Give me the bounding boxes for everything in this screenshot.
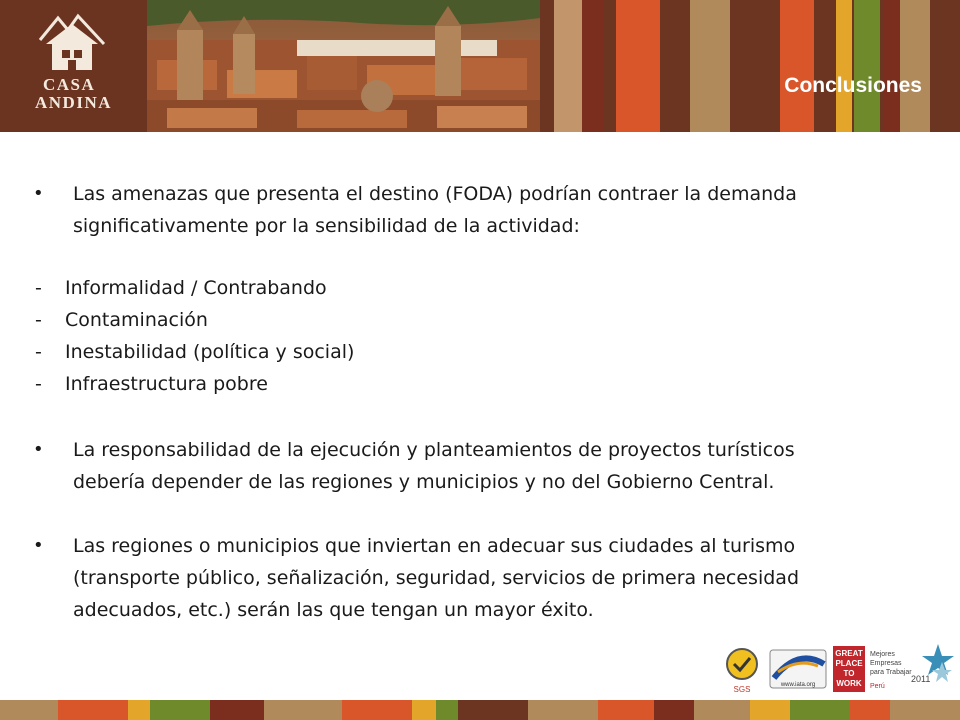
dash-marker: -	[35, 277, 42, 299]
sgs-label: SGS	[733, 685, 751, 694]
bullet-regions	[33, 530, 903, 626]
cusco-city-photo	[147, 0, 540, 132]
gptw-country: Perú	[870, 683, 885, 690]
bullet-line: Las regiones o municipios que inviertan en adecuar sus ciudades al turismo	[73, 535, 796, 557]
dash-item-inestabilidad	[35, 336, 354, 368]
certification-badges	[720, 642, 955, 698]
footer-color-stripes	[0, 700, 960, 720]
bullet-responsibility	[33, 434, 903, 498]
sgs-badge-icon	[727, 649, 757, 694]
gptw-text-2: Empresas	[870, 660, 902, 667]
bullet-line: debería depender de las regiones y municipios y no del Gobierno Central.	[73, 471, 775, 493]
gptw-line-2: PLACE	[835, 659, 863, 668]
gptw-line-1: GREAT	[835, 649, 863, 658]
header-banner	[0, 0, 960, 132]
bullet-marker: •	[33, 183, 44, 204]
bullet-marker: •	[33, 439, 44, 460]
dash-marker: -	[35, 309, 42, 331]
badges-row	[720, 642, 955, 698]
dash-item-informalidad	[35, 272, 327, 304]
dash-item-label: Informalidad / Contrabando	[65, 277, 327, 299]
great-place-to-work-badge	[833, 646, 930, 692]
bullet-line: adecuados, etc.) serán las que tengan un mayor éxito.	[73, 599, 594, 621]
bullet-threats	[33, 178, 903, 242]
iata-label: www.iata.org	[780, 682, 816, 688]
logo-line-casa: CASA	[43, 75, 96, 94]
dash-item-infraestructura	[35, 368, 268, 400]
section-title: Conclusiones	[784, 74, 922, 97]
dash-marker: -	[35, 373, 42, 395]
house-mountain-icon	[38, 10, 106, 74]
bullet-line: Las amenazas que presenta el destino (FODA) podrían contraer la demanda	[73, 183, 797, 205]
gptw-year: 2011	[911, 674, 931, 684]
dash-item-label: Contaminación	[65, 309, 208, 331]
gptw-text-1: Mejores	[870, 651, 895, 658]
header-color-stripes	[540, 0, 960, 132]
bullet-line: significativamente por la sensibilidad de la actividad:	[73, 215, 580, 237]
bullet-line: La responsabilidad de la ejecución y planteamientos de proyectos turísticos	[73, 439, 795, 461]
dash-item-label: Inestabilidad (política y social)	[65, 341, 355, 363]
dash-item-contaminacion	[35, 304, 208, 336]
iata-badge-icon	[770, 650, 826, 688]
bullet-line: (transporte público, señalización, seguridad, servicios de primera necesidad	[73, 567, 799, 589]
logo-line-andina: ANDINA	[35, 93, 112, 112]
bullet-marker: •	[33, 535, 44, 556]
gptw-line-3: TO	[843, 669, 855, 678]
casa-andina-logo	[0, 0, 147, 132]
logo-wordmark	[35, 76, 125, 112]
dash-item-label: Infraestructura pobre	[65, 373, 268, 395]
gptw-text-3: para Trabajar	[870, 669, 912, 676]
dash-marker: -	[35, 341, 42, 363]
gptw-line-4: WORK	[836, 679, 862, 688]
